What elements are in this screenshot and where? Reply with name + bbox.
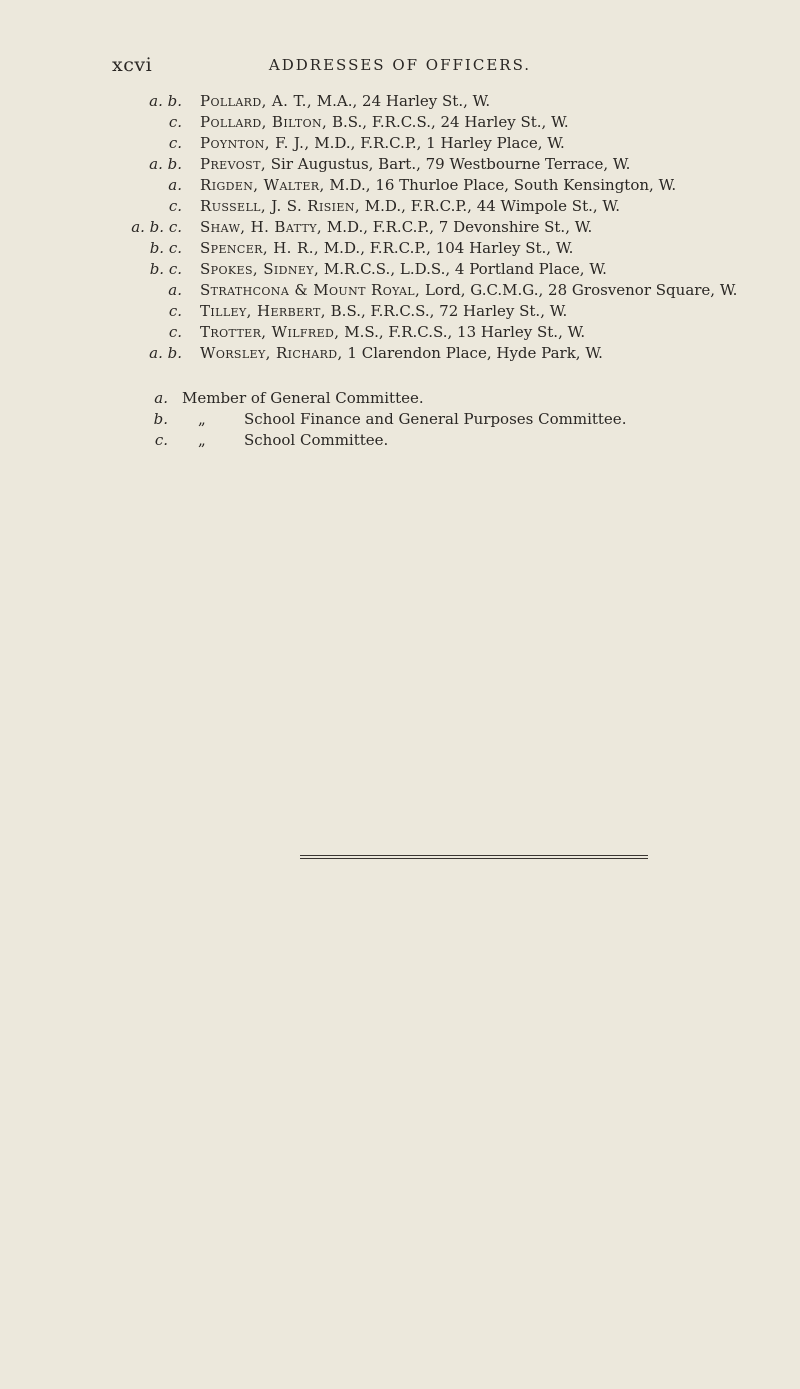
list-item [0, 92, 800, 111]
list-item [0, 281, 800, 300]
officer-address: M.D., F.R.C.P., 1 Harley Place, W. [309, 134, 565, 152]
officer-name: Pollard, A. T., [200, 92, 313, 110]
page-number: xcvi [112, 54, 153, 76]
committee-tags: c. [168, 113, 182, 131]
committee-tags: c. [168, 323, 182, 341]
officer-address: M.D., 16 Thurloe Place, South Kensington, W. [324, 176, 677, 194]
list-item [0, 134, 800, 153]
officer-name: Pollard, Bilton, [200, 113, 328, 131]
list-item [0, 302, 800, 321]
officer-address: M.D., F.R.C.P., 104 Harley St., W. [319, 239, 574, 257]
committee-tags: a. b. c. [131, 218, 182, 236]
committee-legend [0, 389, 800, 452]
committee-tags: a. [168, 281, 182, 299]
officer-address: Sir Augustus, Bart., 79 Westbourne Terrace, W. [266, 155, 631, 173]
officer-name: Rigden, Walter, [200, 176, 325, 194]
officer-name: Russell, J. S. Risien, [200, 197, 361, 215]
officer-address: Lord, G.C.M.G., 28 Grosvenor Square, W. [420, 281, 738, 299]
officer-name: Tilley, Herbert, [200, 302, 326, 320]
officer-address-list [0, 92, 800, 365]
committee-tags: a. [168, 176, 182, 194]
committee-tags: a. b. [149, 155, 182, 173]
ditto-mark: „ [198, 431, 206, 449]
list-item [0, 239, 800, 258]
officer-name: Prevost, [200, 155, 267, 173]
officer-name: Spencer, H. R., [200, 239, 320, 257]
list-item [0, 155, 800, 174]
committee-tags: b. c. [149, 260, 182, 278]
committee-tags: c. [168, 302, 182, 320]
list-item [0, 260, 800, 279]
list-item [0, 344, 800, 363]
list-item [0, 113, 800, 132]
officer-address: B.S., F.R.C.S., 24 Harley St., W. [327, 113, 569, 131]
list-item [0, 218, 800, 237]
officer-name: Strathcona & Mount Royal, [200, 281, 421, 299]
legend-text: School Committee. [244, 431, 389, 449]
committee-tags: a. b. [149, 344, 182, 362]
legend-row [0, 410, 800, 431]
officer-name: Poynton, F. J., [200, 134, 310, 152]
officer-name: Spokes, Sidney, [200, 260, 320, 278]
committee-tags: c. [168, 134, 182, 152]
legend-key: c. [154, 431, 168, 449]
closing-rule-bottom [300, 858, 648, 859]
committee-tags: c. [168, 197, 182, 215]
list-item [0, 176, 800, 195]
legend-key: b. [153, 410, 168, 428]
officer-address: M.A., 24 Harley St., W. [312, 92, 491, 110]
officer-name: Worsley, Richard, [200, 344, 343, 362]
legend-text: Member of General Committee. [182, 389, 424, 407]
officer-name: Trotter, Wilfred, [200, 323, 340, 341]
legend-key: a. [154, 389, 168, 407]
officer-address: M.D., F.R.C.P., 44 Wimpole St., W. [360, 197, 620, 215]
officer-address: M.D., F.R.C.P., 7 Devonshire St., W. [322, 218, 593, 236]
legend-text: School Finance and General Purposes Committee. [244, 410, 627, 428]
legend-row [0, 431, 800, 452]
officer-address: M.R.C.S., L.D.S., 4 Portland Place, W. [319, 260, 607, 278]
ditto-mark: „ [198, 410, 206, 428]
officer-name: Shaw, H. Batty, [200, 218, 323, 236]
list-item [0, 197, 800, 216]
page-header [0, 54, 800, 78]
committee-tags: b. c. [149, 239, 182, 257]
officer-address: B.S., F.R.C.S., 72 Harley St., W. [325, 302, 568, 320]
officer-address: M.S., F.R.C.S., 13 Harley St., W. [339, 323, 586, 341]
committee-tags: a. b. [149, 92, 182, 110]
closing-rule-top [300, 855, 648, 856]
officer-address: 1 Clarendon Place, Hyde Park, W. [342, 344, 603, 362]
list-item [0, 323, 800, 342]
legend-row [0, 389, 800, 410]
running-title: ADDRESSES OF OFFICERS. [268, 56, 532, 74]
